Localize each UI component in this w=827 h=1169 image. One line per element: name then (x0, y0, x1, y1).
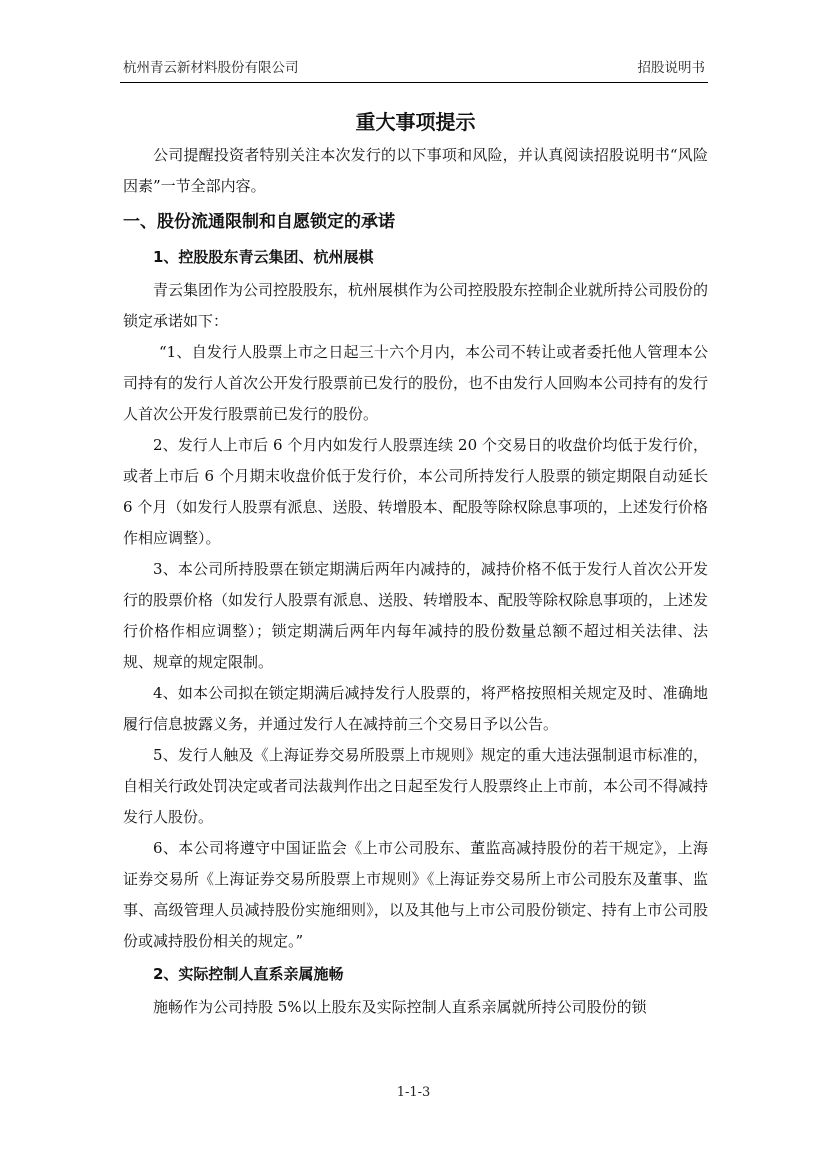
section-heading: 一、股份流通限制和自愿锁定的承诺 (123, 212, 395, 232)
subsection-2-lead: 施畅作为公司持股 5%以上股东及实际控制人直系亲属就所持公司股份的锁 (153, 998, 647, 1016)
subsection-heading-1: 1、控股股东青云集团、杭州展棋 (153, 248, 374, 266)
commitment-item-2: 2、发行人上市后 6 个月内如发行人股票连续 20 个交易日的收盘价均低于发行价，或者上市后 6 个月期末收盘价低于发行价，本公司所持发行人股票的锁定期限自动延长 6 个月（如发行人股票有派息、送股、转增股本、配股等除权除息事项的，上述发行价格作相应调整）。 (123, 436, 708, 547)
page-number: 1-1-3 (396, 1085, 431, 1100)
commitment-item-4: 4、如本公司拟在锁定期满后减持发行人股票的，将严格按照相关规定及时、准确地履行信息披露义务，并通过发行人在减持前三个交易日予以公告。 (123, 684, 708, 733)
intro-paragraph: 公司提醒投资者特别关注本次发行的以下事项和风险，并认真阅读招股说明书“风险因素”一节全部内容。 (123, 146, 708, 195)
commitment-item-1: “1、自发行人股票上市之日起三十六个月内，本公司不转让或者委托他人管理本公司持有的发行人首次公开发行股票前已发行的股份，也不由发行人回购本公司持有的发行人首次公开发行股票前已发行的股份。 (123, 343, 709, 423)
header-document-type: 招股说明书 (637, 60, 705, 76)
subsection-heading-2: 2、实际控制人直系亲属施畅 (153, 965, 344, 983)
commitment-item-3: 3、本公司所持股票在锁定期满后两年内减持的，减持价格不低于发行人首次公开发行的股票价格（如发行人股票有派息、送股、转增股本、配股等除权除息事项的，上述发行价格作相应调整）；锁定期满后两年内每年减持的股份数量总额不超过相关法律、法规、规章的规定限制。 (123, 560, 709, 671)
commitment-item-6: 6、本公司将遵守中国证监会《上市公司股东、董监高减持股份的若干规定》，上海证券交易所《上海证券交易所股票上市规则》《上海证券交易所上市公司股东及董事、监事、高级管理人员减持股份实施细则》，以及其他与上市公司股份锁定、持有上市公司股份或减持股份相关的规定。” (123, 839, 708, 950)
page-title: 重大事项提示 (355, 110, 476, 134)
header-company-name: 杭州青云新材料股份有限公司 (123, 60, 299, 76)
subsection-1-lead: 青云集团作为公司控股股东，杭州展棋作为公司控股股东控制企业就所持公司股份的锁定承诺如下： (123, 281, 709, 330)
page-header (123, 58, 705, 82)
header-divider (120, 82, 708, 83)
document-body (123, 100, 708, 1023)
commitment-item-5: 5、发行人触及《上海证券交易所股票上市规则》规定的重大违法强制退市标准的，自相关行政处罚决定或者司法裁判作出之日起至发行人股票终止上市前，本公司不得减持发行人股份。 (123, 746, 709, 826)
